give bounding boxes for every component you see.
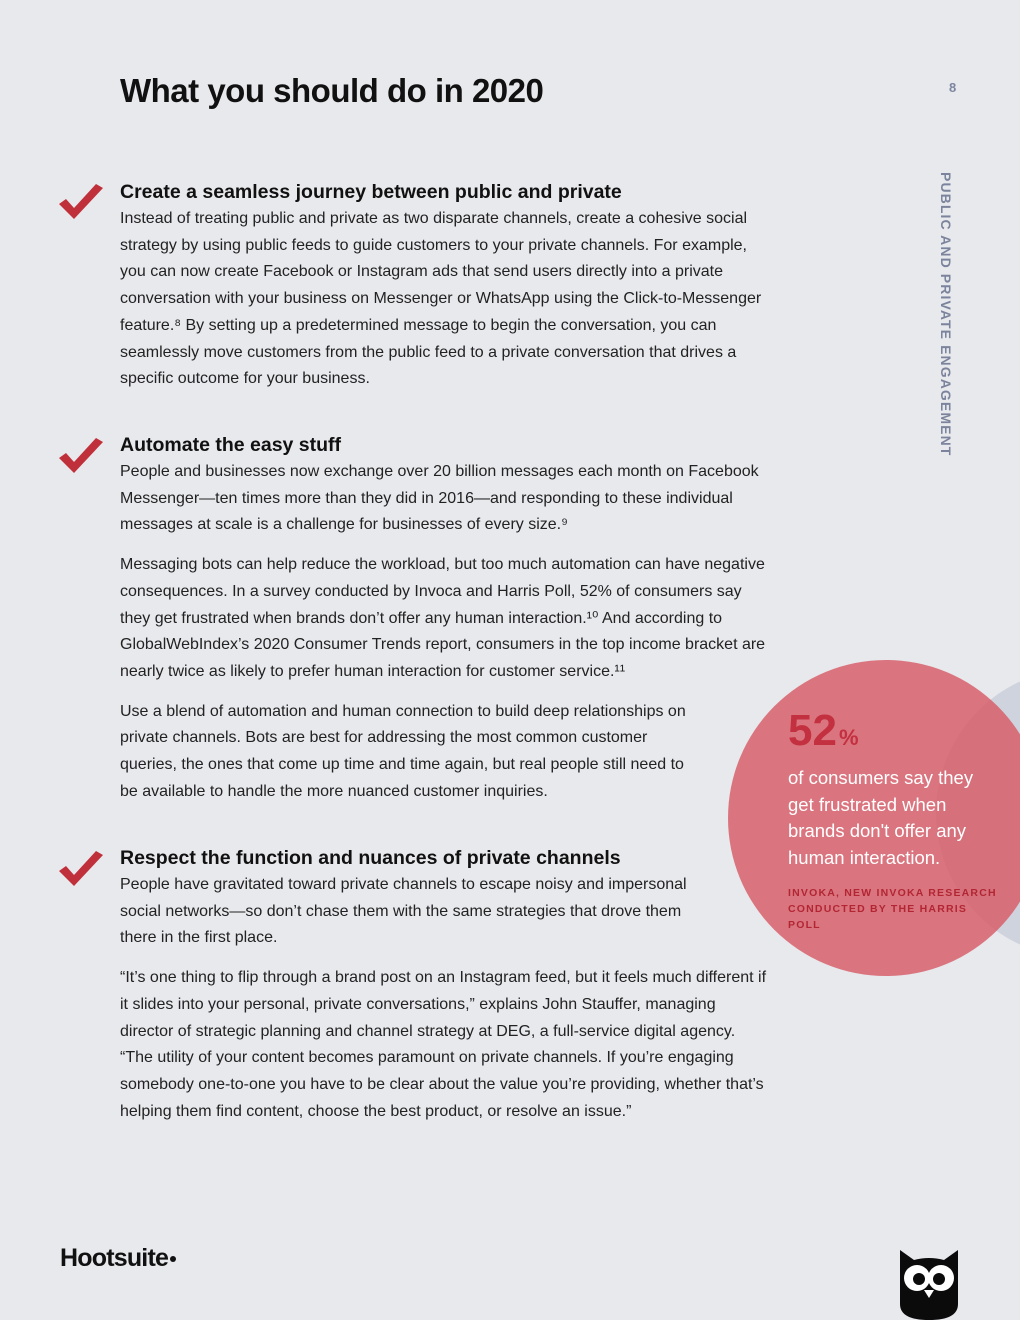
- stat-source: INVOKA, NEW INVOKA RESEARCH CONDUCTED BY THE HARRIS POLL: [788, 887, 997, 931]
- section-paragraph: People and businesses now exchange over 20 billion messages each month on Facebook Messenger—ten times more than they did in 2016—and responding to these individual messages at scale is a challenge for businesses of every size.⁹: [120, 463, 759, 534]
- section-heading: Respect the function and nuances of private channels: [120, 847, 621, 869]
- section-seamless-journey: [120, 181, 770, 393]
- section-paragraph: Messaging bots can help reduce the workload, but too much automation can have negative consequences. In a survey conducted by Invoca and Harris Poll, 52% of consumers say they get frustrated when brands don’t offer any human interaction.¹⁰ And according to GlobalWebIndex’s 2020 Consumer Trends report, consumers in the top income bracket are nearly twice as likely to prefer human interaction for customer service.¹¹: [120, 556, 766, 680]
- section-heading: Automate the easy stuff: [120, 434, 342, 456]
- checkmark-icon: [56, 849, 106, 889]
- section-automate: [120, 434, 770, 805]
- checkmark-icon: [56, 182, 106, 222]
- hootsuite-logo: Hootsuite: [60, 1244, 176, 1273]
- page-title: What you should do in 2020: [120, 72, 544, 109]
- section-paragraph: “It’s one thing to flip through a brand post on an Instagram feed, but it feels much different if it slides into your personal, private conversations,” explains John Stauffer, managing director of strategic planning and channel strategy at DEG, a full-service digital agency. “The utility of your content becomes paramount on private channels. If you’re engaging somebody one-to-one you have to be clear about the value you’re providing, whether that’s helping them find content, choose the best product, or resolve an issue.”: [120, 969, 767, 1120]
- checkmark-icon: [56, 436, 106, 476]
- section-respect-private: [120, 847, 770, 1125]
- section-paragraph: Instead of treating public and private as two disparate channels, create a cohesive social strategy by using public feeds to guide customers to your private channels. For example, you can now create Facebook or Instagram ads that send users directly into a private conversation with your business on Messenger or WhatsApp using the Click-to-Messenger feature.⁸ By setting up a predetermined message to begin the conversation, you can seamlessly move customers from the public feed to a private conversation that drives a specific outcome for your business.: [120, 210, 762, 388]
- section-paragraph: Use a blend of automation and human connection to build deep relationships on private channels. Bots are best for addressing the most common customer queries, the ones that come up time and time again, but real people still need to be available to handle the more nuanced customer inquiries.: [120, 702, 686, 800]
- owl-logo-icon: [896, 1248, 962, 1320]
- section-heading: Create a seamless journey between public and private: [120, 181, 622, 203]
- section-side-label: PUBLIC AND PRIVATE ENGAGEMENT: [938, 172, 954, 457]
- page-number: 8: [949, 80, 957, 95]
- stat-callout: [788, 706, 998, 933]
- stat-description: of consumers say they get frustrated when brands don't offer any human interaction.: [788, 767, 974, 868]
- section-paragraph: People have gravitated toward private channels to escape noisy and impersonal social networks—so don’t chase them with the same strategies that drove them there in the first place.: [120, 876, 687, 947]
- stat-number: 52%: [788, 706, 859, 755]
